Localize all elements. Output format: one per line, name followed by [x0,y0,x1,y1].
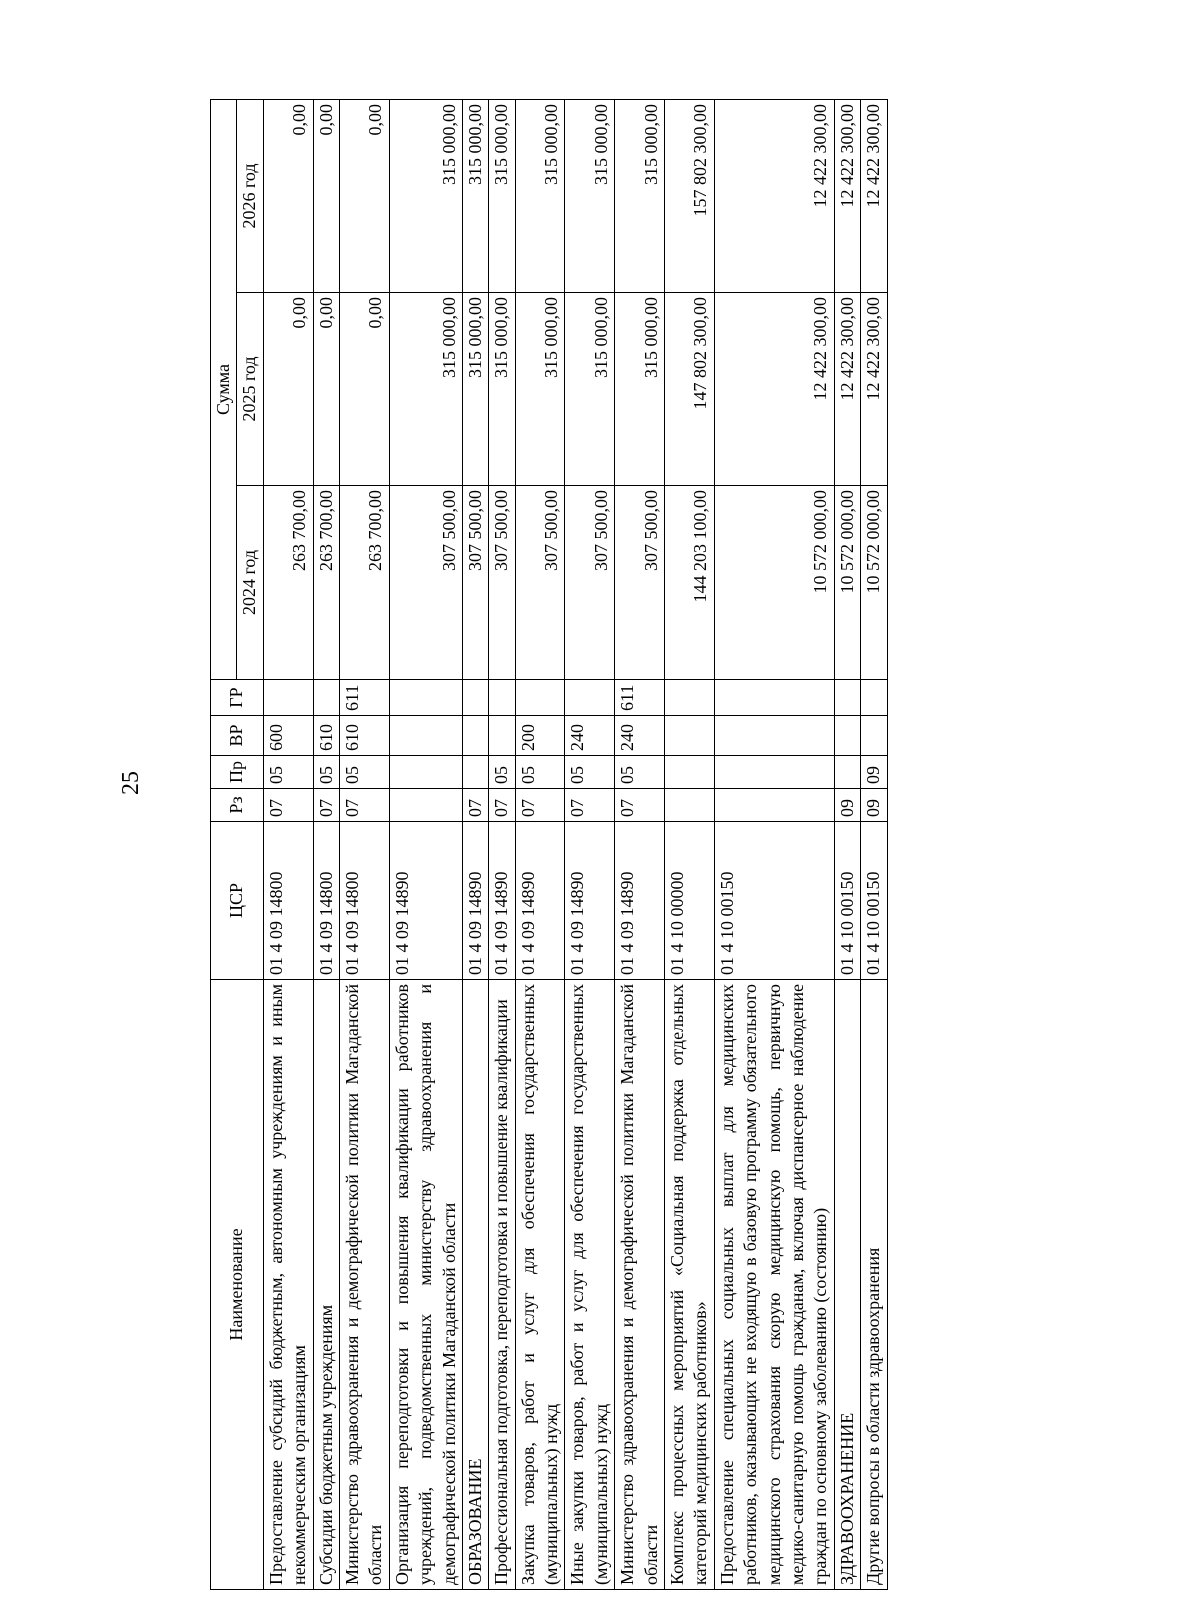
cell-vr: 200 [515,716,565,756]
cell-name: Другие вопросы в области здравоохранения [861,980,887,1590]
table-row [565,99,615,1589]
rotated-table-container [210,100,1050,1590]
cell-2024: 144 203 100,00 [665,486,715,680]
table-header [211,99,264,1589]
cell-name: Организация переподготовки и повышения квалификации работников учреждений, подведомственных министерству здравоохранения и демографической политики Магаданской области [389,980,462,1590]
cell-name: Предоставление субсидий бюджетным, автономным учреждениям и иным некоммерческим организациям [263,980,313,1590]
cell-gr [389,680,462,716]
cell-2025: 147 802 300,00 [665,293,715,486]
cell-2024: 307 500,00 [615,486,665,680]
cell-2025: 0,00 [263,293,313,486]
cell-name: ОБРАЗОВАНИЕ [462,980,488,1590]
cell-rz: 07 [515,789,565,822]
cell-name: Предоставление специальных социальных выплат для медицинских работников, оказывающих не входящую в базовую программу обязательного медицинского страхования скорую медицинскую помощь, первичную медико-санитарную помощь гражданам, включая диспансерное наблюдение граждан по основному заболеванию (состоянию) [714,980,834,1590]
cell-2026: 315 000,00 [462,99,488,292]
cell-csr: 01 4 09 14890 [489,822,515,980]
cell-2026: 12 422 300,00 [714,99,834,292]
cell-gr [565,680,615,716]
header-pr: Пр [211,756,264,789]
cell-csr: 01 4 09 14890 [565,822,615,980]
cell-vr: 600 [263,716,313,756]
cell-gr [834,680,860,716]
cell-name: Министерство здравоохранения и демографической политики Магаданской области [615,980,665,1590]
cell-vr: 610 [313,716,339,756]
cell-gr [665,680,715,716]
cell-2025: 12 422 300,00 [861,293,887,486]
cell-2024: 263 700,00 [263,486,313,680]
cell-2026: 315 000,00 [389,99,462,292]
cell-2026: 315 000,00 [565,99,615,292]
cell-csr: 01 4 09 14890 [515,822,565,980]
header-sum: Сумма [211,99,237,679]
cell-2025: 315 000,00 [489,293,515,486]
cell-2026: 0,00 [313,99,339,292]
cell-2025: 315 000,00 [615,293,665,486]
cell-2026: 0,00 [263,99,313,292]
cell-pr: 05 [565,756,615,789]
cell-pr: 05 [489,756,515,789]
cell-pr: 05 [615,756,665,789]
cell-2026: 12 422 300,00 [834,99,860,292]
cell-name: Закупка товаров, работ и услуг для обеспечения государственных (муниципальных) нужд [515,980,565,1590]
cell-2024: 307 500,00 [489,486,515,680]
cell-pr [834,756,860,789]
table-row [339,99,389,1589]
cell-rz: 07 [489,789,515,822]
cell-pr [389,756,462,789]
header-gr: ГР [211,680,264,716]
cell-csr: 01 4 10 00150 [861,822,887,980]
cell-2026: 315 000,00 [515,99,565,292]
cell-csr: 01 4 10 00150 [714,822,834,980]
cell-2026: 315 000,00 [615,99,665,292]
cell-rz [389,789,462,822]
header-2024: 2024 год [237,486,263,680]
cell-csr: 01 4 10 00150 [834,822,860,980]
cell-name: Профессиональная подготовка, переподготовка и повышение квалификации [489,980,515,1590]
cell-name: Комплекс процессных мероприятий «Социальная поддержка отдельных категорий медицинских работников» [665,980,715,1590]
cell-2026: 315 000,00 [489,99,515,292]
cell-2024: 10 572 000,00 [834,486,860,680]
cell-gr [861,680,887,716]
table-row [834,99,860,1589]
cell-pr [665,756,715,789]
cell-2024: 307 500,00 [565,486,615,680]
cell-pr [462,756,488,789]
cell-2024: 263 700,00 [339,486,389,680]
table-body [263,99,887,1589]
cell-2024: 307 500,00 [389,486,462,680]
cell-gr: 611 [615,680,665,716]
cell-2024: 307 500,00 [515,486,565,680]
cell-2024: 307 500,00 [462,486,488,680]
table-row [489,99,515,1589]
cell-2025: 0,00 [339,293,389,486]
cell-csr: 01 4 09 14800 [313,822,339,980]
cell-2024: 263 700,00 [313,486,339,680]
header-2025: 2025 год [237,293,263,486]
header-2026: 2026 год [237,99,263,292]
cell-pr: 05 [339,756,389,789]
cell-gr: 611 [339,680,389,716]
cell-gr [462,680,488,716]
table-row [263,99,313,1589]
cell-2026: 157 802 300,00 [665,99,715,292]
cell-vr [489,716,515,756]
cell-pr: 05 [515,756,565,789]
cell-gr [714,680,834,716]
table-row [313,99,339,1589]
cell-rz: 07 [339,789,389,822]
cell-2025: 12 422 300,00 [834,293,860,486]
page-number: 25 [118,771,144,795]
cell-gr [489,680,515,716]
cell-2025: 315 000,00 [462,293,488,486]
cell-csr: 01 4 09 14890 [615,822,665,980]
cell-rz: 09 [834,789,860,822]
cell-rz: 07 [263,789,313,822]
cell-rz: 07 [462,789,488,822]
table-row [665,99,715,1589]
cell-vr [714,716,834,756]
table-row [714,99,834,1589]
cell-rz [714,789,834,822]
cell-name: ЗДРАВООХРАНЕНИЕ [834,980,860,1590]
cell-name: Министерство здравоохранения и демографической политики Магаданской области [339,980,389,1590]
cell-vr [462,716,488,756]
cell-pr [714,756,834,789]
table-row [615,99,665,1589]
cell-2025: 315 000,00 [565,293,615,486]
cell-2024: 10 572 000,00 [714,486,834,680]
cell-2024: 10 572 000,00 [861,486,887,680]
cell-vr [665,716,715,756]
cell-csr: 01 4 09 14890 [389,822,462,980]
cell-csr: 01 4 09 14800 [263,822,313,980]
cell-vr: 240 [615,716,665,756]
table-row [389,99,462,1589]
cell-rz: 07 [615,789,665,822]
cell-vr [389,716,462,756]
table-row [861,99,887,1589]
header-vr: ВР [211,716,264,756]
cell-rz: 07 [313,789,339,822]
header-name: Наименование [211,980,264,1590]
cell-2025: 12 422 300,00 [714,293,834,486]
cell-name: Субсидии бюджетным учреждениям [313,980,339,1590]
cell-vr [834,716,860,756]
cell-name: Иные закупки товаров, работ и услуг для обеспечения государственных (муниципальных) нужд [565,980,615,1590]
cell-gr [515,680,565,716]
cell-csr: 01 4 10 00000 [665,822,715,980]
cell-pr: 05 [263,756,313,789]
table-row [462,99,488,1589]
cell-csr: 01 4 09 14800 [339,822,389,980]
cell-gr [313,680,339,716]
cell-2026: 12 422 300,00 [861,99,887,292]
cell-vr [861,716,887,756]
cell-vr: 610 [339,716,389,756]
budget-table [210,99,888,1590]
cell-2025: 315 000,00 [389,293,462,486]
cell-rz: 09 [861,789,887,822]
header-csr: ЦСР [211,822,264,980]
cell-2026: 0,00 [339,99,389,292]
cell-vr: 240 [565,716,615,756]
cell-csr: 01 4 09 14890 [462,822,488,980]
cell-2025: 0,00 [313,293,339,486]
header-rz: Рз [211,789,264,822]
cell-gr [263,680,313,716]
cell-2025: 315 000,00 [515,293,565,486]
table-row [515,99,565,1589]
cell-rz: 07 [565,789,615,822]
cell-rz [665,789,715,822]
cell-pr: 09 [861,756,887,789]
cell-pr: 05 [313,756,339,789]
